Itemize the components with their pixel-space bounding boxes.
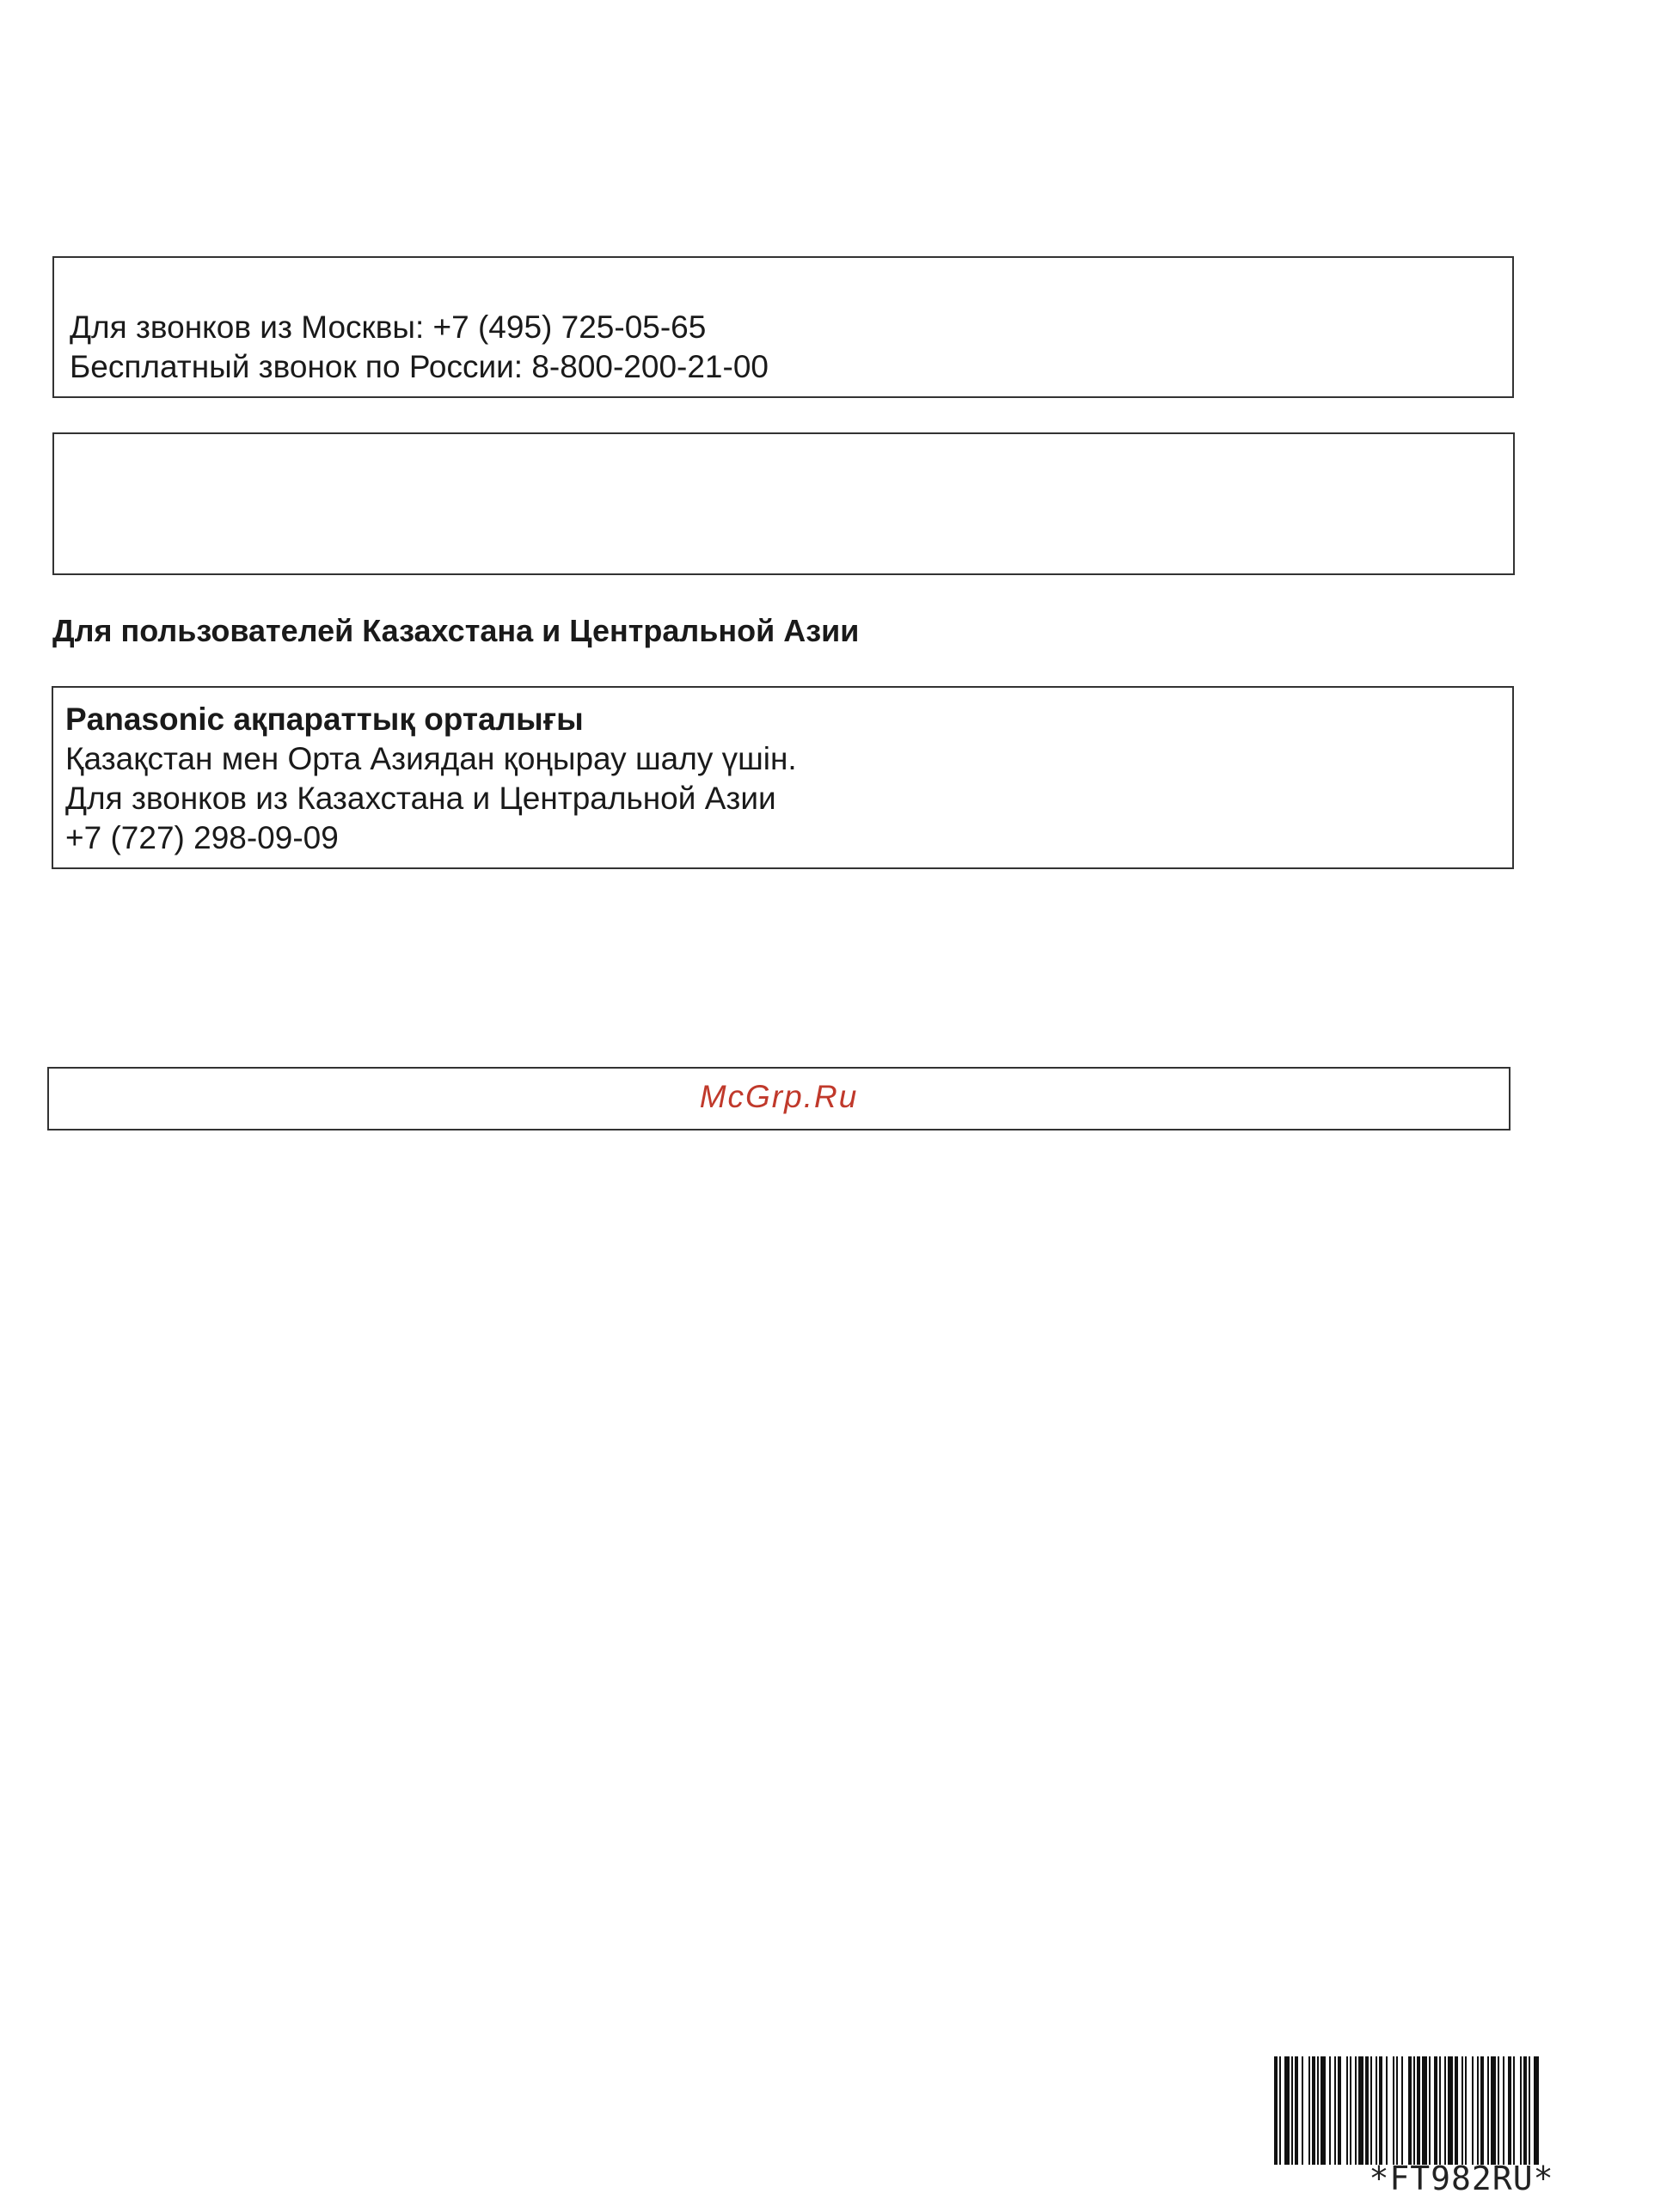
- barcode-bar: [1291, 2056, 1293, 2165]
- barcode-bar: [1358, 2056, 1363, 2165]
- barcode-bar: [1439, 2056, 1441, 2165]
- moscow-contact-box: [52, 256, 1514, 398]
- barcode-bar: [1295, 2056, 1298, 2165]
- barcode-bar: [1393, 2056, 1394, 2165]
- barcode-bar: [1434, 2056, 1437, 2165]
- barcode-bar: [1376, 2056, 1377, 2165]
- barcode-bar: [1472, 2056, 1474, 2165]
- barcode-bar: [1477, 2056, 1479, 2165]
- barcode: [1272, 2056, 1621, 2165]
- kazakhstan-phone: +7 (727) 298-09-09: [65, 820, 339, 855]
- barcode-bar: [1508, 2056, 1511, 2165]
- barcode-bars: [1272, 2056, 1621, 2165]
- barcode-bar: [1480, 2056, 1484, 2165]
- russia-free-call-line: Бесплатный звонок по России: 8-800-200-21-00: [70, 349, 769, 384]
- barcode-bar: [1448, 2056, 1453, 2165]
- barcode-bar: [1429, 2056, 1431, 2165]
- barcode-bar: [1491, 2056, 1496, 2165]
- barcode-bar: [1498, 2056, 1499, 2165]
- barcode-bar: [1523, 2056, 1527, 2165]
- barcode-bar: [1329, 2056, 1331, 2165]
- barcode-bar: [1513, 2056, 1515, 2165]
- barcode-bar: [1461, 2056, 1463, 2165]
- barcode-bar: [1503, 2056, 1504, 2165]
- moscow-phone-line: Для звонков из Москвы: +7 (495) 725-05-65: [70, 309, 707, 345]
- barcode-bar: [1365, 2056, 1369, 2165]
- barcode-bar: [1346, 2056, 1348, 2165]
- barcode-bar: [1465, 2056, 1467, 2165]
- kazakhstan-contact-box: [52, 686, 1514, 869]
- barcode-bar: [1338, 2056, 1341, 2165]
- barcode-label: *FT982RU*: [1369, 2160, 1554, 2197]
- barcode-bar: [1274, 2056, 1278, 2165]
- barcode-bar: [1422, 2056, 1427, 2165]
- barcode-bar: [1321, 2056, 1326, 2165]
- barcode-bar: [1417, 2056, 1420, 2165]
- barcode-bar: [1520, 2056, 1522, 2165]
- barcode-bar: [1408, 2056, 1412, 2165]
- barcode-bar: [1284, 2056, 1290, 2165]
- barcode-bar: [1444, 2056, 1446, 2165]
- barcode-bar: [1534, 2056, 1539, 2165]
- barcode-bar: [1487, 2056, 1489, 2165]
- russian-language-line: Для звонков из Казахстана и Центральной Азии: [65, 781, 776, 816]
- kazakh-language-line: Қазақстан мен Орта Азиядан қоңырау шалу үшін.: [65, 741, 797, 776]
- barcode-bar: [1279, 2056, 1281, 2165]
- barcode-bar: [1350, 2056, 1351, 2165]
- barcode-bar: [1334, 2056, 1336, 2165]
- barcode-bar: [1379, 2056, 1382, 2165]
- barcode-bar: [1355, 2056, 1357, 2165]
- watermark-link[interactable]: McGrp.Ru: [699, 1079, 859, 1114]
- empty-contact-box: [52, 432, 1515, 575]
- barcode-bar: [1455, 2056, 1458, 2165]
- website-box: [47, 1067, 1510, 1131]
- barcode-bar: [1413, 2056, 1415, 2165]
- barcode-bar: [1401, 2056, 1403, 2165]
- barcode-bar: [1529, 2056, 1530, 2165]
- barcode-bar: [1312, 2056, 1315, 2165]
- barcode-bar: [1396, 2056, 1398, 2165]
- info-center-title: Panasonic ақпараттық орталығы: [65, 702, 584, 737]
- kazakhstan-heading: Для пользователей Казахстана и Центральной Азии: [52, 613, 860, 648]
- barcode-bar: [1317, 2056, 1319, 2165]
- barcode-bar: [1302, 2056, 1303, 2165]
- barcode-bar: [1370, 2056, 1372, 2165]
- barcode-bar: [1308, 2056, 1310, 2165]
- barcode-bar: [1386, 2056, 1388, 2165]
